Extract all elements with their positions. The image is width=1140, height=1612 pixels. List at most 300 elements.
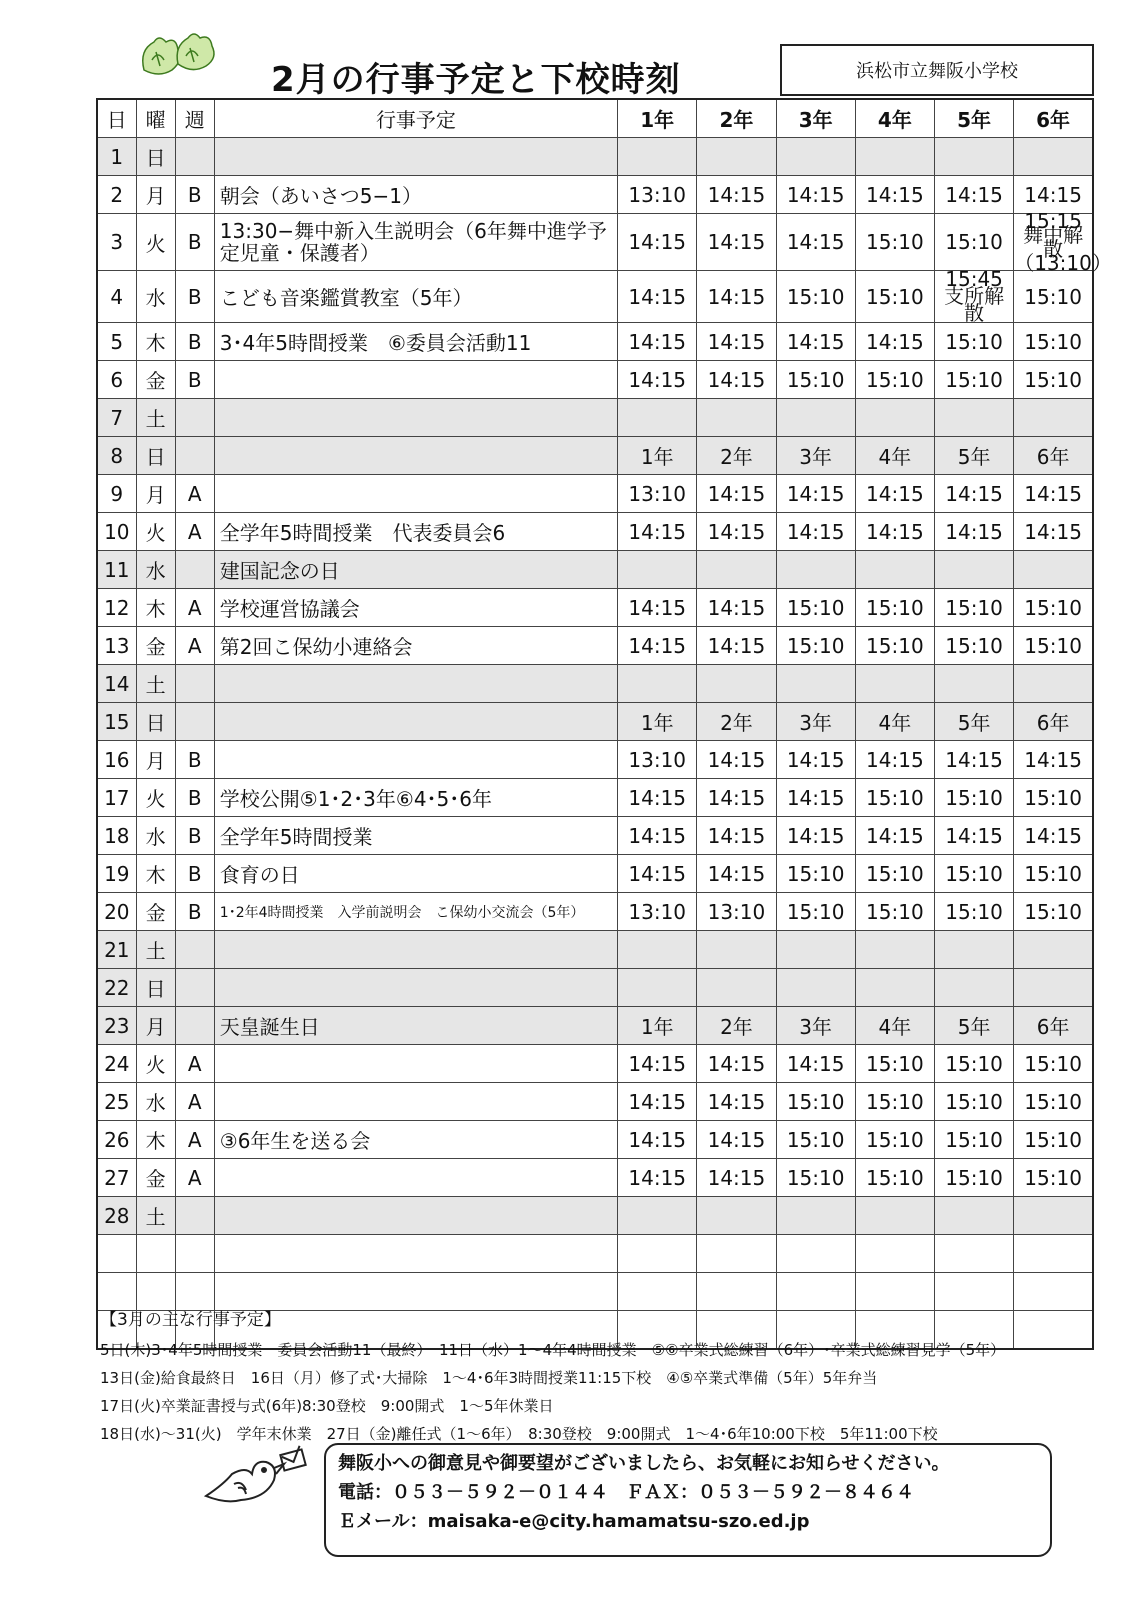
col-grade-2: 2年 xyxy=(697,99,776,138)
table-row xyxy=(97,214,1093,271)
cell-time-grade-6 xyxy=(1014,665,1093,703)
cell-week xyxy=(175,931,214,969)
cell-weekday: 土 xyxy=(136,665,175,703)
cell-time-grade-1 xyxy=(618,1235,697,1273)
cell-time-grade-5 xyxy=(934,931,1013,969)
cell-week xyxy=(175,1235,214,1273)
cell-day: 21 xyxy=(97,931,136,969)
cell-week xyxy=(175,437,214,475)
cell-time-grade-5: 14:15 xyxy=(934,513,1013,551)
cell-event xyxy=(214,437,617,475)
cell-time-grade-3: 15:10 xyxy=(776,893,855,931)
cell-time-grade-6: 6年 xyxy=(1014,437,1093,475)
cell-event xyxy=(214,1159,617,1197)
cell-day: 25 xyxy=(97,1083,136,1121)
col-event: 行事予定 xyxy=(214,99,617,138)
cell-day: 3 xyxy=(97,214,136,271)
march-line: 13日(金)給食最終日 16日（月）修了式･大掃除 1～4･6年3時間授業11:15下校 ④⑤卒業式準備（5年）5年弁当 xyxy=(100,1369,878,1387)
cell-day: 17 xyxy=(97,779,136,817)
cell-week: B xyxy=(175,741,214,779)
cell-week xyxy=(175,1197,214,1235)
col-week: 週 xyxy=(175,99,214,138)
cell-time-grade-4: 15:10 xyxy=(855,589,934,627)
cell-time-grade-6 xyxy=(1014,1235,1093,1273)
cell-day: 27 xyxy=(97,1159,136,1197)
cell-event: 3･4年5時間授業 ⑥委員会活動11 xyxy=(214,323,617,361)
cell-time-grade-3: 15:10 xyxy=(776,1159,855,1197)
cell-time-grade-5 xyxy=(934,1235,1013,1273)
cell-time-grade-1: 14:15 xyxy=(618,214,697,271)
cell-time-grade-3: 14:15 xyxy=(776,323,855,361)
table-row xyxy=(97,931,1093,969)
table-row xyxy=(97,1235,1093,1273)
cell-time-grade-3: 15:10 xyxy=(776,1121,855,1159)
cell-time-grade-4: 15:10 xyxy=(855,271,934,323)
cell-week: A xyxy=(175,1159,214,1197)
cell-time-grade-2: 14:15 xyxy=(697,176,776,214)
cell-time-grade-6: 14:15 xyxy=(1014,475,1093,513)
col-grade-4: 4年 xyxy=(855,99,934,138)
cell-time-grade-4: 15:10 xyxy=(855,214,934,271)
cell-week xyxy=(175,703,214,741)
cell-week xyxy=(175,969,214,1007)
cell-time-grade-3 xyxy=(776,138,855,176)
col-day: 日 xyxy=(97,99,136,138)
table-row xyxy=(97,1197,1093,1235)
cell-time-grade-3: 15:10 xyxy=(776,627,855,665)
march-line: 17日(火)卒業証書授与式(6年)8:30登校 9:00開式 1～5年休業日 xyxy=(100,1397,554,1415)
cell-time-grade-1: 13:10 xyxy=(618,176,697,214)
cell-time-grade-2: 14:15 xyxy=(697,817,776,855)
cell-day: 24 xyxy=(97,1045,136,1083)
cell-time-grade-3 xyxy=(776,399,855,437)
cell-week: B xyxy=(175,893,214,931)
cell-event xyxy=(214,665,617,703)
cell-time-grade-4: 15:10 xyxy=(855,1121,934,1159)
cell-time-grade-4: 15:10 xyxy=(855,1159,934,1197)
cell-time-grade-4: 14:15 xyxy=(855,475,934,513)
cell-time-grade-3 xyxy=(776,665,855,703)
cell-time-grade-1: 14:15 xyxy=(618,1121,697,1159)
cell-day: 5 xyxy=(97,323,136,361)
cell-time-grade-6: 15:10 xyxy=(1014,855,1093,893)
cell-time-grade-5: 5年 xyxy=(934,437,1013,475)
cell-event: 1･2年4時間授業 入学前説明会 こ保幼小交流会（5年） xyxy=(214,893,617,931)
cell-time-grade-3 xyxy=(776,1197,855,1235)
cell-time-grade-6: 15:10 xyxy=(1014,1159,1093,1197)
cell-time-grade-5: 14:15 xyxy=(934,817,1013,855)
cell-week: B xyxy=(175,176,214,214)
cell-day: 4 xyxy=(97,271,136,323)
cell-time-grade-5: 15:10 xyxy=(934,589,1013,627)
cell-weekday: 金 xyxy=(136,627,175,665)
contact-message: 舞阪小への御意見や御要望がございましたら、お気軽にお知らせください。 xyxy=(338,1453,950,1474)
cell-time-grade-2: 14:15 xyxy=(697,855,776,893)
cell-time-grade-1 xyxy=(618,931,697,969)
cell-time-grade-1: 14:15 xyxy=(618,589,697,627)
table-row xyxy=(97,817,1093,855)
cell-event xyxy=(214,741,617,779)
cell-event xyxy=(214,1083,617,1121)
cell-time-grade-6: 15:10 xyxy=(1014,627,1093,665)
cell-weekday: 水 xyxy=(136,817,175,855)
cell-time-grade-1: 13:10 xyxy=(618,475,697,513)
cell-weekday: 日 xyxy=(136,138,175,176)
cell-time-grade-5: 5年 xyxy=(934,703,1013,741)
cell-weekday: 金 xyxy=(136,893,175,931)
cell-weekday: 木 xyxy=(136,855,175,893)
table-row xyxy=(97,513,1093,551)
cell-time-grade-4 xyxy=(855,1197,934,1235)
cell-time-grade-4 xyxy=(855,551,934,589)
cell-time-grade-6: 15:10 xyxy=(1014,1045,1093,1083)
cell-time-grade-3 xyxy=(776,969,855,1007)
table-row xyxy=(97,1121,1093,1159)
cell-weekday: 土 xyxy=(136,931,175,969)
cell-time-grade-3: 15:10 xyxy=(776,589,855,627)
cell-time-grade-2 xyxy=(697,665,776,703)
cell-day: 28 xyxy=(97,1197,136,1235)
cell-time-grade-3: 14:15 xyxy=(776,817,855,855)
cell-day: 26 xyxy=(97,1121,136,1159)
cell-time-grade-3: 3年 xyxy=(776,703,855,741)
cell-time-grade-1: 14:15 xyxy=(618,271,697,323)
cell-time-grade-2: 14:15 xyxy=(697,627,776,665)
cell-time-grade-6: 15:10 xyxy=(1014,779,1093,817)
cell-time-grade-5: 15:10 xyxy=(934,893,1013,931)
cell-event: 全学年5時間授業 代表委員会6 xyxy=(214,513,617,551)
cell-day: 7 xyxy=(97,399,136,437)
cell-time-grade-2: 14:15 xyxy=(697,1045,776,1083)
cell-event: 学校公開⑤1･2･3年⑥4･5･6年 xyxy=(214,779,617,817)
cell-time-grade-5: 14:15 xyxy=(934,475,1013,513)
march-line: 5日(木)3･4年5時間授業 委員会活動11（最終） 11日（水）1～4年4時間授業 ⑤⑥卒業式総練習（6年）･卒業式総練習見学（5年） xyxy=(100,1341,1006,1359)
cell-weekday: 月 xyxy=(136,176,175,214)
cell-day: 23 xyxy=(97,1007,136,1045)
cell-day: 1 xyxy=(97,138,136,176)
cell-week: B xyxy=(175,214,214,271)
cell-time-grade-4: 15:10 xyxy=(855,1045,934,1083)
cell-time-grade-2 xyxy=(697,399,776,437)
cell-time-grade-5: 14:15 xyxy=(934,741,1013,779)
cell-time-grade-2: 14:15 xyxy=(697,1083,776,1121)
cell-time-grade-3: 14:15 xyxy=(776,513,855,551)
cell-weekday: 水 xyxy=(136,551,175,589)
cell-weekday: 日 xyxy=(136,969,175,1007)
contact-email[interactable]: Ｅメール：maisaka-e@city.hamamatsu-szo.ed.jp xyxy=(338,1511,810,1532)
cell-week xyxy=(175,551,214,589)
cell-time-grade-5: 15:10 xyxy=(934,1121,1013,1159)
cell-week: A xyxy=(175,513,214,551)
cell-day: 19 xyxy=(97,855,136,893)
cell-time-grade-3: 14:15 xyxy=(776,1045,855,1083)
cell-event xyxy=(214,399,617,437)
cell-time-grade-1: 13:10 xyxy=(618,741,697,779)
cell-time-grade-5: 15:10 xyxy=(934,1159,1013,1197)
cell-event: 13:30−舞中新入生説明会（6年舞中進学予定児童・保護者） xyxy=(214,214,617,271)
cell-weekday: 金 xyxy=(136,1159,175,1197)
cell-time-grade-2 xyxy=(697,551,776,589)
table-row xyxy=(97,399,1093,437)
cell-time-grade-3: 15:10 xyxy=(776,271,855,323)
cell-time-grade-3: 3年 xyxy=(776,1007,855,1045)
cell-weekday: 水 xyxy=(136,271,175,323)
cell-weekday: 木 xyxy=(136,1121,175,1159)
table-row xyxy=(97,437,1093,475)
cell-time-grade-2: 14:15 xyxy=(697,214,776,271)
table-row xyxy=(97,1083,1093,1121)
table-row xyxy=(97,893,1093,931)
cell-time-grade-4 xyxy=(855,969,934,1007)
march-title: 【3月の主な行事予定】 xyxy=(100,1310,281,1330)
cell-time-grade-4: 14:15 xyxy=(855,323,934,361)
cell-time-grade-1: 14:15 xyxy=(618,1159,697,1197)
cell-time-grade-5: 15:10 xyxy=(934,361,1013,399)
cell-time-grade-1: 14:15 xyxy=(618,627,697,665)
cell-weekday: 日 xyxy=(136,703,175,741)
table-row xyxy=(97,855,1093,893)
cell-week: A xyxy=(175,1083,214,1121)
cell-time-grade-6 xyxy=(1014,969,1093,1007)
cell-weekday xyxy=(136,1235,175,1273)
cell-time-grade-1 xyxy=(618,969,697,1007)
cell-time-grade-1: 14:15 xyxy=(618,513,697,551)
cell-time-grade-5: 15:10 xyxy=(934,1045,1013,1083)
table-row xyxy=(97,1045,1093,1083)
cell-day: 14 xyxy=(97,665,136,703)
cell-time-grade-6: 14:15 xyxy=(1014,176,1093,214)
cell-time-grade-5: 15:10 xyxy=(934,1083,1013,1121)
cell-weekday: 木 xyxy=(136,323,175,361)
cell-weekday: 月 xyxy=(136,1007,175,1045)
cell-time-grade-6: 15:10 xyxy=(1014,323,1093,361)
bird-letter-illustration xyxy=(196,1444,316,1524)
cell-week xyxy=(175,138,214,176)
cell-time-grade-2: 14:15 xyxy=(697,741,776,779)
cell-time-grade-3: 14:15 xyxy=(776,779,855,817)
cell-time-grade-2: 14:15 xyxy=(697,361,776,399)
cell-week: B xyxy=(175,779,214,817)
cell-time-grade-1: 14:15 xyxy=(618,323,697,361)
cell-time-grade-2: 14:15 xyxy=(697,1121,776,1159)
table-row xyxy=(97,627,1093,665)
cell-time-grade-5: 5年 xyxy=(934,1007,1013,1045)
cell-time-grade-5 xyxy=(934,969,1013,1007)
cell-event xyxy=(214,1197,617,1235)
cell-week: B xyxy=(175,817,214,855)
cell-time-grade-2 xyxy=(697,969,776,1007)
col-weekday: 曜 xyxy=(136,99,175,138)
cell-event: ③6年生を送る会 xyxy=(214,1121,617,1159)
table-row xyxy=(97,361,1093,399)
cell-time-grade-2: 14:15 xyxy=(697,589,776,627)
cell-time-grade-3: 14:15 xyxy=(776,176,855,214)
table-row xyxy=(97,969,1093,1007)
cell-weekday: 土 xyxy=(136,1197,175,1235)
school-name: 浜松市立舞阪小学校 xyxy=(780,44,1094,96)
cell-time-grade-5: 15:10 xyxy=(934,779,1013,817)
cell-day: 8 xyxy=(97,437,136,475)
flower-illustration xyxy=(134,30,224,90)
cell-time-grade-4 xyxy=(855,931,934,969)
cell-week: A xyxy=(175,1045,214,1083)
cell-time-grade-4: 15:10 xyxy=(855,855,934,893)
cell-time-grade-6: 14:15 xyxy=(1014,741,1093,779)
cell-weekday: 火 xyxy=(136,779,175,817)
cell-event xyxy=(214,931,617,969)
col-grade-6: 6年 xyxy=(1014,99,1093,138)
cell-time-grade-1 xyxy=(618,665,697,703)
cell-week: A xyxy=(175,1121,214,1159)
cell-time-grade-4: 14:15 xyxy=(855,741,934,779)
cell-event xyxy=(214,1235,617,1273)
cell-time-grade-3: 15:10 xyxy=(776,1083,855,1121)
cell-weekday: 水 xyxy=(136,1083,175,1121)
cell-time-grade-2 xyxy=(697,1235,776,1273)
table-row xyxy=(97,475,1093,513)
cell-time-grade-5 xyxy=(934,399,1013,437)
cell-event xyxy=(214,138,617,176)
cell-weekday: 火 xyxy=(136,513,175,551)
cell-time-grade-5: 15:10 xyxy=(934,627,1013,665)
cell-weekday: 土 xyxy=(136,399,175,437)
cell-time-grade-3: 15:10 xyxy=(776,361,855,399)
cell-time-grade-4: 15:10 xyxy=(855,1083,934,1121)
cell-time-grade-6: 15:10 xyxy=(1014,893,1093,931)
cell-time-grade-4: 14:15 xyxy=(855,817,934,855)
cell-time-grade-4: 4年 xyxy=(855,1007,934,1045)
cell-time-grade-6 xyxy=(1014,1273,1093,1311)
cell-time-grade-2: 14:15 xyxy=(697,323,776,361)
cell-time-grade-1: 14:15 xyxy=(618,1083,697,1121)
cell-event: 天皇誕生日 xyxy=(214,1007,617,1045)
table-row xyxy=(97,1007,1093,1045)
cell-event xyxy=(214,361,617,399)
cell-time-grade-6: 14:15 xyxy=(1014,513,1093,551)
cell-time-grade-6: 15:10 xyxy=(1014,589,1093,627)
cell-time-grade-2: 2年 xyxy=(697,1007,776,1045)
table-row xyxy=(97,665,1093,703)
cell-time-grade-3 xyxy=(776,1235,855,1273)
col-grade-1: 1年 xyxy=(618,99,697,138)
cell-time-grade-3 xyxy=(776,931,855,969)
cell-time-grade-2: 2年 xyxy=(697,703,776,741)
cell-day: 13 xyxy=(97,627,136,665)
cell-time-grade-4 xyxy=(855,1235,934,1273)
cell-time-grade-2: 14:15 xyxy=(697,513,776,551)
table-row xyxy=(97,779,1093,817)
cell-day: 2 xyxy=(97,176,136,214)
cell-day: 10 xyxy=(97,513,136,551)
cell-time-grade-1: 14:15 xyxy=(618,361,697,399)
cell-time-grade-4: 15:10 xyxy=(855,779,934,817)
cell-time-grade-6: 6年 xyxy=(1014,703,1093,741)
cell-event: 朝会（あいさつ5−1） xyxy=(214,176,617,214)
cell-time-grade-6: 15:10 xyxy=(1014,271,1093,323)
cell-event xyxy=(214,475,617,513)
cell-weekday: 月 xyxy=(136,741,175,779)
cell-time-grade-1: 1年 xyxy=(618,1007,697,1045)
cell-day: 11 xyxy=(97,551,136,589)
cell-time-grade-4: 14:15 xyxy=(855,176,934,214)
cell-time-grade-4 xyxy=(855,138,934,176)
cell-time-grade-3: 3年 xyxy=(776,437,855,475)
cell-time-grade-2: 14:15 xyxy=(697,779,776,817)
cell-time-grade-6: 15:15 舞中解散 （13:10） xyxy=(1014,209,1112,275)
cell-time-grade-6 xyxy=(1014,1197,1093,1235)
cell-time-grade-3 xyxy=(776,551,855,589)
cell-time-grade-5: 15:10 xyxy=(934,855,1013,893)
cell-event xyxy=(214,1045,617,1083)
cell-weekday: 金 xyxy=(136,361,175,399)
cell-time-grade-1: 1年 xyxy=(618,703,697,741)
cell-week: B xyxy=(175,271,214,323)
cell-time-grade-1 xyxy=(618,1197,697,1235)
cell-time-grade-5 xyxy=(934,138,1013,176)
cell-week: B xyxy=(175,361,214,399)
cell-time-grade-5 xyxy=(934,551,1013,589)
cell-time-grade-2: 2年 xyxy=(697,437,776,475)
cell-event: 建国記念の日 xyxy=(214,551,617,589)
cell-time-grade-6 xyxy=(1014,551,1093,589)
cell-time-grade-2 xyxy=(697,931,776,969)
cell-weekday: 火 xyxy=(136,214,175,271)
cell-day: 20 xyxy=(97,893,136,931)
header xyxy=(96,46,1094,100)
cell-time-grade-6: 6年 xyxy=(1014,1007,1093,1045)
cell-time-grade-5: 14:15 xyxy=(934,176,1013,214)
cell-time-grade-5: 15:45 支所解散 xyxy=(934,271,1013,323)
cell-event: 第2回こ保幼小連絡会 xyxy=(214,627,617,665)
table-row xyxy=(97,323,1093,361)
cell-event xyxy=(214,969,617,1007)
cell-weekday: 火 xyxy=(136,1045,175,1083)
cell-time-grade-6: 14:15 xyxy=(1014,817,1093,855)
table-row xyxy=(97,1159,1093,1197)
cell-event: こども音楽鑑賞教室（5年） xyxy=(214,271,617,323)
cell-time-grade-5: 15:10 xyxy=(934,214,1013,271)
cell-time-grade-1 xyxy=(618,138,697,176)
cell-week xyxy=(175,665,214,703)
march-line: 18日(水)～31(火) 学年末休業 27日（金)離任式（1～6年） 8:30登校 9:00開式 1～4･6年10:00下校 5年11:00下校 xyxy=(100,1425,938,1443)
cell-time-grade-3: 14:15 xyxy=(776,214,855,271)
cell-time-grade-5 xyxy=(934,1197,1013,1235)
cell-time-grade-6 xyxy=(1014,1311,1093,1350)
cell-week xyxy=(175,1007,214,1045)
cell-week: A xyxy=(175,475,214,513)
cell-day: 16 xyxy=(97,741,136,779)
table-row xyxy=(97,589,1093,627)
cell-time-grade-6 xyxy=(1014,931,1093,969)
table-row xyxy=(97,551,1093,589)
cell-day: 9 xyxy=(97,475,136,513)
cell-time-grade-6 xyxy=(1014,138,1093,176)
cell-time-grade-1: 14:15 xyxy=(618,855,697,893)
cell-time-grade-4 xyxy=(855,399,934,437)
cell-time-grade-6 xyxy=(1014,399,1093,437)
cell-time-grade-2: 14:15 xyxy=(697,1159,776,1197)
cell-time-grade-6: 15:10 xyxy=(1014,361,1093,399)
cell-day: 15 xyxy=(97,703,136,741)
cell-time-grade-1: 1年 xyxy=(618,437,697,475)
table-row xyxy=(97,138,1093,176)
cell-day: 22 xyxy=(97,969,136,1007)
cell-time-grade-2: 13:10 xyxy=(697,893,776,931)
cell-time-grade-3: 15:10 xyxy=(776,855,855,893)
cell-week: A xyxy=(175,627,214,665)
table-row xyxy=(97,176,1093,214)
cell-event: 食育の日 xyxy=(214,855,617,893)
